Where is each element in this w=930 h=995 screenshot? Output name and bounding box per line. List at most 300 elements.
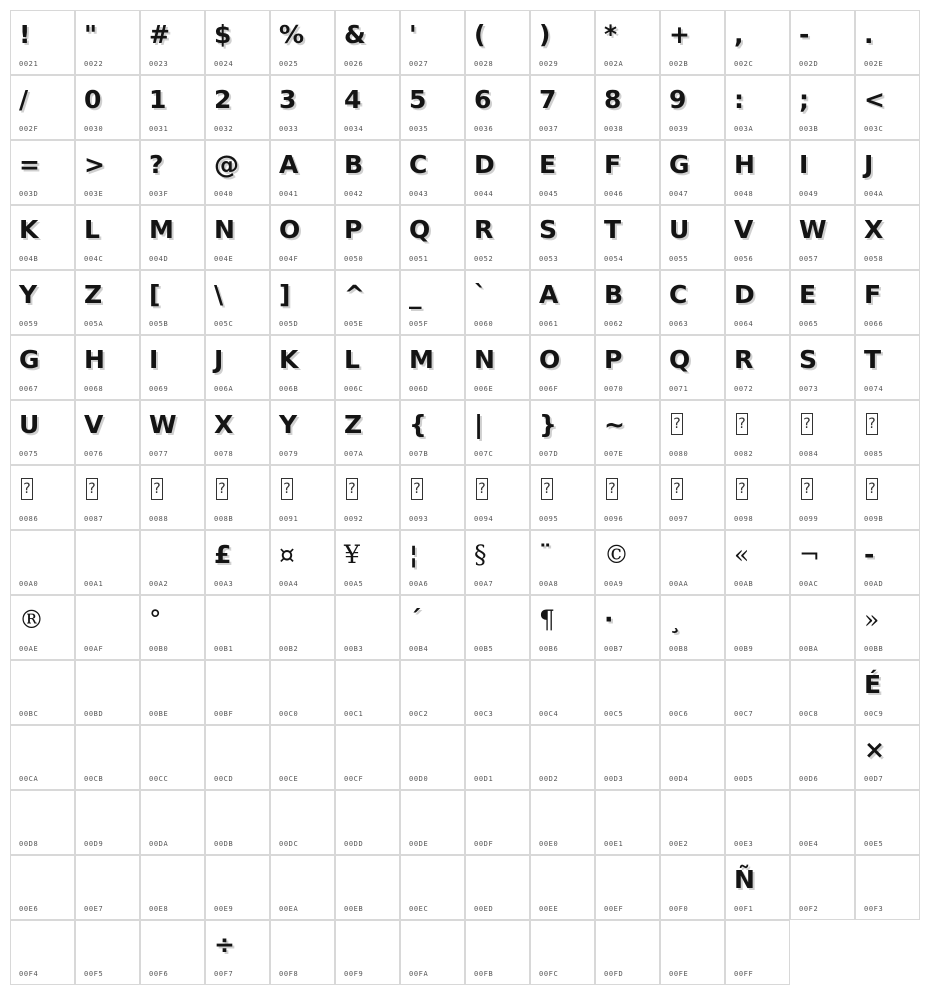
glyph-codepoint-label: 0065: [799, 320, 819, 328]
glyph-codepoint-label: 00CF: [344, 775, 364, 783]
glyph-sample: 1: [149, 85, 167, 114]
glyph-codepoint-label: 004E: [214, 255, 234, 263]
glyph-codepoint-label: 0092: [344, 515, 364, 523]
glyph-codepoint-label: 00FE: [669, 970, 689, 978]
glyph-cell: [140, 75, 205, 140]
glyph-cell: [140, 790, 205, 855]
glyph-cell: [855, 530, 920, 595]
glyph-codepoint-label: 0024: [214, 60, 234, 68]
glyph-sample: ?: [736, 478, 748, 500]
glyph-codepoint-label: 00AC: [799, 580, 819, 588]
glyph-codepoint-label: 0034: [344, 125, 364, 133]
glyph-codepoint-label: 0070: [604, 385, 624, 393]
glyph-codepoint-label: 00F2: [799, 905, 819, 913]
glyph-codepoint-label: 0060: [474, 320, 494, 328]
glyph-codepoint-label: 0088: [149, 515, 169, 523]
glyph-codepoint-label: 0096: [604, 515, 624, 523]
glyph-cell: [725, 205, 790, 270]
glyph-codepoint-label: 006F: [539, 385, 559, 393]
glyph-codepoint-label: 006D: [409, 385, 429, 393]
glyph-sample: T: [604, 215, 622, 244]
glyph-cell: [400, 335, 465, 400]
glyph-cell: [790, 660, 855, 725]
glyph-codepoint-label: 0036: [474, 125, 494, 133]
glyph-sample: C: [409, 150, 428, 179]
glyph-sample: P: [604, 345, 623, 374]
glyph-codepoint-label: 005E: [344, 320, 364, 328]
glyph-cell: [530, 790, 595, 855]
glyph-sample: O: [539, 345, 561, 374]
glyph-sample: Y: [19, 280, 38, 309]
glyph-codepoint-label: 00A6: [409, 580, 429, 588]
glyph-cell: [140, 10, 205, 75]
glyph-codepoint-label: 0028: [474, 60, 494, 68]
glyph-cell: [725, 465, 790, 530]
glyph-cell: [270, 205, 335, 270]
glyph-codepoint-label: 0057: [799, 255, 819, 263]
glyph-cell: [595, 725, 660, 790]
glyph-cell: [10, 660, 75, 725]
glyph-codepoint-label: 00BC: [19, 710, 39, 718]
glyph-cell: [725, 10, 790, 75]
glyph-codepoint-label: 00E2: [669, 840, 689, 848]
glyph-cell: [465, 790, 530, 855]
glyph-sample: D: [474, 150, 495, 179]
glyph-codepoint-label: 00FC: [539, 970, 559, 978]
glyph-cell: [660, 270, 725, 335]
glyph-sample: $: [214, 20, 232, 49]
glyph-cell: [790, 75, 855, 140]
glyph-sample: @: [214, 150, 239, 179]
glyph-cell: [400, 205, 465, 270]
glyph-codepoint-label: 00C8: [799, 710, 819, 718]
glyph-cell: [270, 790, 335, 855]
glyph-codepoint-label: 00E4: [799, 840, 819, 848]
glyph-codepoint-label: 005D: [279, 320, 299, 328]
glyph-codepoint-label: 00C4: [539, 710, 559, 718]
glyph-sample: {: [409, 410, 427, 439]
glyph-cell: [855, 10, 920, 75]
glyph-codepoint-label: 0032: [214, 125, 234, 133]
glyph-codepoint-label: 00D7: [864, 775, 884, 783]
glyph-sample: M: [409, 345, 434, 374]
glyph-codepoint-label: 003E: [84, 190, 104, 198]
glyph-cell: [465, 920, 530, 985]
glyph-codepoint-label: 00A1: [84, 580, 104, 588]
glyph-codepoint-label: 00B2: [279, 645, 299, 653]
glyph-cell: [335, 10, 400, 75]
glyph-sample: ?: [281, 478, 293, 500]
glyph-sample: &: [344, 20, 366, 49]
glyph-cell: [660, 595, 725, 660]
glyph-cell: [530, 205, 595, 270]
glyph-sample: S: [799, 345, 818, 374]
glyph-codepoint-label: 002F: [19, 125, 39, 133]
glyph-cell: [790, 530, 855, 595]
glyph-sample: !: [19, 20, 31, 49]
glyph-cell: [530, 400, 595, 465]
glyph-cell: [75, 205, 140, 270]
glyph-codepoint-label: 002C: [734, 60, 754, 68]
glyph-codepoint-label: 0062: [604, 320, 624, 328]
glyph-codepoint-label: 00D8: [19, 840, 39, 848]
glyph-sample: ¶: [539, 605, 555, 634]
glyph-cell: [140, 855, 205, 920]
glyph-codepoint-label: 0040: [214, 190, 234, 198]
glyph-sample: Ñ: [734, 865, 755, 894]
glyph-sample: ·: [604, 605, 614, 634]
glyph-sample: P: [344, 215, 363, 244]
glyph-sample: ´: [409, 605, 422, 634]
glyph-codepoint-label: 0093: [409, 515, 429, 523]
glyph-sample: ;: [799, 85, 809, 114]
glyph-codepoint-label: 00CD: [214, 775, 234, 783]
glyph-codepoint-label: 00FF: [734, 970, 754, 978]
glyph-cell: [530, 920, 595, 985]
glyph-codepoint-label: 0074: [864, 385, 884, 393]
glyph-codepoint-label: 00C7: [734, 710, 754, 718]
glyph-cell: [400, 530, 465, 595]
glyph-codepoint-label: 00E8: [149, 905, 169, 913]
glyph-cell: [855, 855, 920, 920]
glyph-cell: [10, 10, 75, 75]
glyph-codepoint-label: 0067: [19, 385, 39, 393]
glyph-cell: [530, 335, 595, 400]
glyph-sample: G: [19, 345, 40, 374]
glyph-codepoint-label: 0064: [734, 320, 754, 328]
glyph-codepoint-label: 0033: [279, 125, 299, 133]
glyph-sample: Z: [344, 410, 363, 439]
glyph-cell: [595, 855, 660, 920]
glyph-cell: [205, 790, 270, 855]
glyph-sample: ¥: [344, 540, 360, 569]
glyph-cell: [465, 725, 530, 790]
glyph-cell: [660, 725, 725, 790]
glyph-sample: ¦: [409, 540, 419, 569]
glyph-sample: D: [734, 280, 755, 309]
glyph-cell: [530, 530, 595, 595]
glyph-cell: [205, 335, 270, 400]
glyph-codepoint-label: 00C5: [604, 710, 624, 718]
glyph-codepoint-label: 00BF: [214, 710, 234, 718]
glyph-codepoint-label: 00E7: [84, 905, 104, 913]
glyph-sample: \: [214, 280, 224, 309]
glyph-codepoint-label: 0046: [604, 190, 624, 198]
glyph-cell: [140, 140, 205, 205]
glyph-codepoint-label: 007B: [409, 450, 429, 458]
glyph-codepoint-label: 0049: [799, 190, 819, 198]
glyph-cell: [205, 270, 270, 335]
glyph-codepoint-label: 0048: [734, 190, 754, 198]
glyph-cell: [660, 660, 725, 725]
glyph-sample: ?: [21, 478, 33, 500]
glyph-cell: [10, 725, 75, 790]
glyph-sample: ¬: [799, 540, 820, 569]
glyph-codepoint-label: 00AA: [669, 580, 689, 588]
glyph-cell: [725, 75, 790, 140]
glyph-codepoint-label: 0061: [539, 320, 559, 328]
glyph-cell: [465, 205, 530, 270]
glyph-codepoint-label: 0072: [734, 385, 754, 393]
glyph-codepoint-label: 0027: [409, 60, 429, 68]
glyph-cell: [790, 270, 855, 335]
glyph-codepoint-label: 00D4: [669, 775, 689, 783]
glyph-sample: S: [539, 215, 558, 244]
glyph-sample: }: [539, 410, 557, 439]
glyph-codepoint-label: 003F: [149, 190, 169, 198]
glyph-cell: [75, 75, 140, 140]
glyph-codepoint-label: 0071: [669, 385, 689, 393]
glyph-cell: [725, 335, 790, 400]
glyph-cell: [75, 530, 140, 595]
glyph-sample: I: [799, 150, 809, 179]
glyph-cell: [10, 205, 75, 270]
glyph-cell: [400, 725, 465, 790]
glyph-cell: [205, 205, 270, 270]
glyph-codepoint-label: 00F4: [19, 970, 39, 978]
glyph-codepoint-label: 00DA: [149, 840, 169, 848]
glyph-cell: [855, 140, 920, 205]
glyph-codepoint-label: 0058: [864, 255, 884, 263]
glyph-cell: [140, 205, 205, 270]
glyph-cell: [335, 75, 400, 140]
glyph-codepoint-label: 0068: [84, 385, 104, 393]
glyph-sample: I: [149, 345, 159, 374]
glyph-codepoint-label: 006E: [474, 385, 494, 393]
glyph-cell: [660, 920, 725, 985]
glyph-cell: [400, 465, 465, 530]
glyph-sample: ^: [344, 280, 365, 309]
glyph-codepoint-label: 0038: [604, 125, 624, 133]
glyph-codepoint-label: 0029: [539, 60, 559, 68]
glyph-cell: [725, 270, 790, 335]
glyph-codepoint-label: 00A3: [214, 580, 234, 588]
glyph-cell: [400, 270, 465, 335]
glyph-cell: [465, 335, 530, 400]
glyph-codepoint-label: 00BA: [799, 645, 819, 653]
glyph-codepoint-label: 00AB: [734, 580, 754, 588]
glyph-cell: [465, 530, 530, 595]
glyph-sample: Z: [84, 280, 103, 309]
glyph-codepoint-label: 002B: [669, 60, 689, 68]
glyph-cell: [465, 10, 530, 75]
glyph-cell: [10, 140, 75, 205]
glyph-codepoint-label: 00E6: [19, 905, 39, 913]
glyph-codepoint-label: 00D6: [799, 775, 819, 783]
glyph-codepoint-label: 0069: [149, 385, 169, 393]
glyph-sample: X: [214, 410, 234, 439]
glyph-cell: [335, 335, 400, 400]
glyph-sample: ×: [864, 735, 885, 764]
glyph-cell: [725, 140, 790, 205]
glyph-cell: [205, 530, 270, 595]
glyph-codepoint-label: 0056: [734, 255, 754, 263]
glyph-cell: [725, 920, 790, 985]
glyph-cell: [270, 465, 335, 530]
glyph-sample: ?: [671, 478, 683, 500]
glyph-cell: [855, 660, 920, 725]
glyph-cell: [335, 920, 400, 985]
glyph-sample: <: [864, 85, 885, 114]
glyph-codepoint-label: 002A: [604, 60, 624, 68]
glyph-cell: [725, 595, 790, 660]
glyph-cell: [725, 790, 790, 855]
glyph-codepoint-label: 00E9: [214, 905, 234, 913]
glyph-cell: [530, 855, 595, 920]
glyph-sample: ÷: [214, 930, 235, 959]
glyph-codepoint-label: 006C: [344, 385, 364, 393]
glyph-cell: [270, 660, 335, 725]
glyph-cell: [790, 205, 855, 270]
glyph-sample: (: [474, 20, 486, 49]
glyph-cell: [530, 140, 595, 205]
glyph-cell: [205, 400, 270, 465]
glyph-cell: [75, 270, 140, 335]
glyph-cell: [75, 465, 140, 530]
glyph-codepoint-label: 00A7: [474, 580, 494, 588]
glyph-cell: [10, 465, 75, 530]
glyph-sample: ¸: [669, 605, 682, 634]
glyph-cell: [595, 920, 660, 985]
glyph-sample: 2: [214, 85, 232, 114]
glyph-cell: [140, 660, 205, 725]
glyph-codepoint-label: 0078: [214, 450, 234, 458]
glyph-sample: K: [279, 345, 299, 374]
glyph-codepoint-label: 00EB: [344, 905, 364, 913]
glyph-codepoint-label: 00E1: [604, 840, 624, 848]
glyph-codepoint-label: 003A: [734, 125, 754, 133]
glyph-codepoint-label: 00D2: [539, 775, 559, 783]
glyph-codepoint-label: 0091: [279, 515, 299, 523]
glyph-cell: [530, 270, 595, 335]
glyph-codepoint-label: 0047: [669, 190, 689, 198]
glyph-sample: 9: [669, 85, 687, 114]
glyph-cell: [465, 595, 530, 660]
glyph-cell: [140, 595, 205, 660]
glyph-cell: [530, 465, 595, 530]
glyph-codepoint-label: 00A0: [19, 580, 39, 588]
glyph-sample: A: [279, 150, 299, 179]
glyph-codepoint-label: 00DF: [474, 840, 494, 848]
glyph-codepoint-label: 00F9: [344, 970, 364, 978]
glyph-codepoint-label: 005A: [84, 320, 104, 328]
glyph-cell: [335, 400, 400, 465]
glyph-cell: [335, 595, 400, 660]
glyph-codepoint-label: 00C1: [344, 710, 364, 718]
glyph-cell: [10, 335, 75, 400]
glyph-codepoint-label: 007D: [539, 450, 559, 458]
glyph-sample: +: [669, 20, 690, 49]
glyph-codepoint-label: 008B: [214, 515, 234, 523]
glyph-sample: ?: [801, 478, 813, 500]
glyph-cell: [75, 335, 140, 400]
glyph-cell: [335, 205, 400, 270]
glyph-codepoint-label: 00B3: [344, 645, 364, 653]
glyph-cell: [790, 400, 855, 465]
glyph-sample: K: [19, 215, 39, 244]
glyph-cell: [725, 855, 790, 920]
glyph-codepoint-label: 00B5: [474, 645, 494, 653]
glyph-codepoint-label: 0055: [669, 255, 689, 263]
glyph-codepoint-label: 00EC: [409, 905, 429, 913]
glyph-cell: [140, 270, 205, 335]
glyph-sample: A: [539, 280, 559, 309]
glyph-cell: [270, 855, 335, 920]
glyph-cell: [10, 75, 75, 140]
glyph-codepoint-label: 0087: [84, 515, 104, 523]
glyph-sample: F: [864, 280, 882, 309]
glyph-codepoint-label: 0079: [279, 450, 299, 458]
glyph-sample: ?: [671, 413, 683, 435]
glyph-codepoint-label: 005F: [409, 320, 429, 328]
glyph-cell: [855, 335, 920, 400]
glyph-cell: [660, 75, 725, 140]
glyph-cell: [400, 660, 465, 725]
glyph-sample: .: [864, 20, 874, 49]
glyph-cell: [530, 595, 595, 660]
glyph-codepoint-label: 0037: [539, 125, 559, 133]
glyph-codepoint-label: 00E0: [539, 840, 559, 848]
glyph-cell: [205, 10, 270, 75]
glyph-codepoint-label: 0082: [734, 450, 754, 458]
glyph-codepoint-label: 00CE: [279, 775, 299, 783]
glyph-codepoint-label: 00E3: [734, 840, 754, 848]
glyph-codepoint-label: 002D: [799, 60, 819, 68]
glyph-codepoint-label: 0054: [604, 255, 624, 263]
glyph-codepoint-label: 00A2: [149, 580, 169, 588]
glyph-codepoint-label: 0051: [409, 255, 429, 263]
glyph-codepoint-label: 0025: [279, 60, 299, 68]
glyph-cell: [790, 790, 855, 855]
glyph-cell: [660, 205, 725, 270]
glyph-codepoint-label: 00CA: [19, 775, 39, 783]
glyph-codepoint-label: 0043: [409, 190, 429, 198]
glyph-cell: [335, 270, 400, 335]
glyph-sample: #: [149, 20, 170, 49]
glyph-sample: H: [84, 345, 105, 374]
glyph-codepoint-label: 0084: [799, 450, 819, 458]
glyph-sample: 0: [84, 85, 102, 114]
glyph-sample: |: [474, 410, 484, 439]
glyph-cell: [660, 465, 725, 530]
glyph-codepoint-label: 00C6: [669, 710, 689, 718]
glyph-sample: R: [474, 215, 494, 244]
glyph-sample: É: [864, 670, 882, 699]
glyph-sample: /: [19, 85, 29, 114]
glyph-sample: ?: [541, 478, 553, 500]
glyph-cell: [270, 335, 335, 400]
glyph-sample: ): [539, 20, 551, 49]
glyph-codepoint-label: 003C: [864, 125, 884, 133]
glyph-cell: [855, 75, 920, 140]
glyph-cell: [335, 660, 400, 725]
glyph-cell: [595, 400, 660, 465]
glyph-cell: [725, 530, 790, 595]
glyph-cell: [205, 75, 270, 140]
glyph-cell: [465, 75, 530, 140]
glyph-cell: [725, 725, 790, 790]
glyph-codepoint-label: 00F5: [84, 970, 104, 978]
glyph-codepoint-label: 00F8: [279, 970, 299, 978]
glyph-sample: E: [799, 280, 817, 309]
glyph-cell: [855, 205, 920, 270]
glyph-cell: [75, 920, 140, 985]
glyph-sample: =: [19, 150, 40, 179]
glyph-sample: ?: [476, 478, 488, 500]
glyph-sample: ?: [866, 478, 878, 500]
glyph-sample: ?: [801, 413, 813, 435]
glyph-codepoint-label: 00FB: [474, 970, 494, 978]
